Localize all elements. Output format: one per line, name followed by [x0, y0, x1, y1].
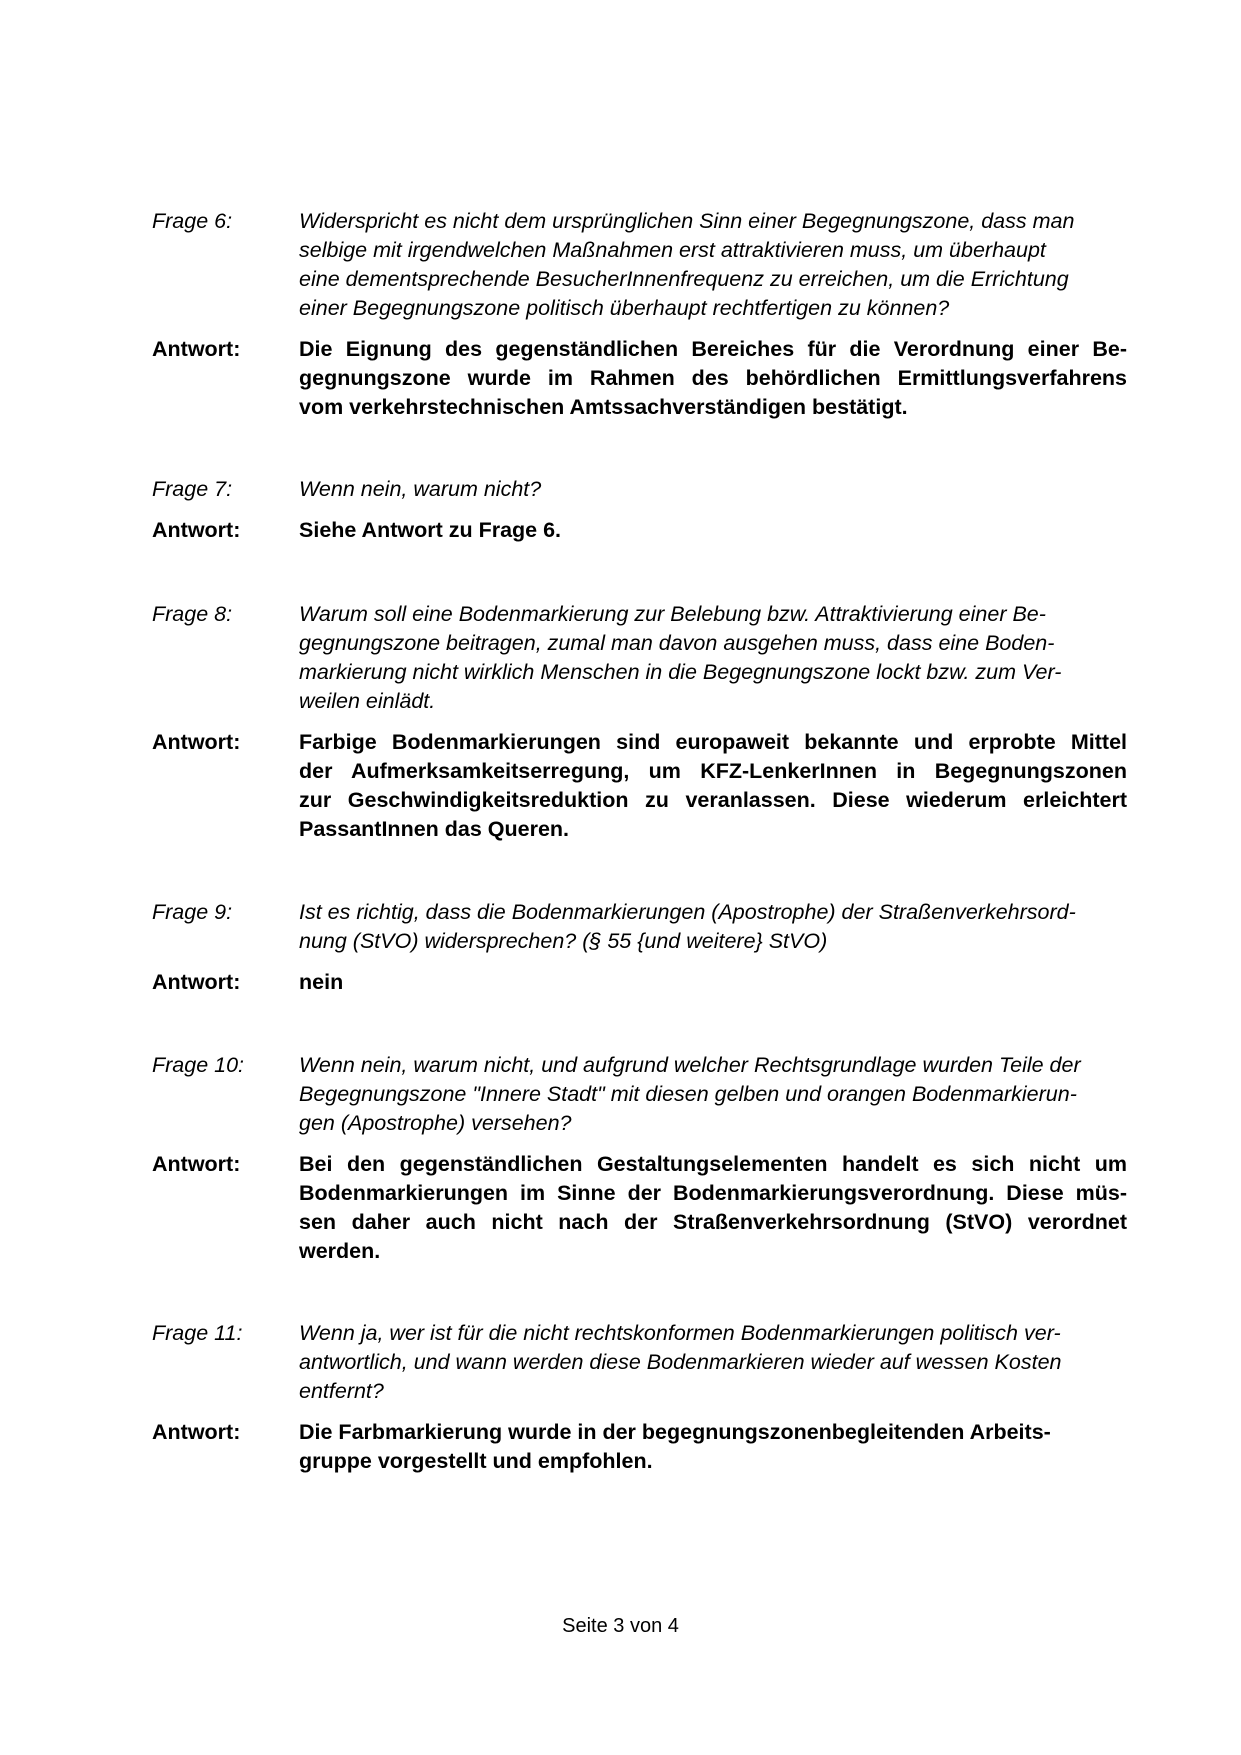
question-line: selbige mit irgendwelchen Maßnahmen erst attraktivieren muss, um überhaupt	[299, 238, 1046, 262]
question-text	[299, 898, 1127, 956]
answer-line: Farbige Bodenmarkierungen sind europaweit bekannte und erprobte Mittel	[299, 730, 1127, 754]
question-line: Wenn nein, warum nicht, und aufgrund welcher Rechtsgrundlage wurden Teile der	[299, 1053, 1081, 1077]
question-line: Wenn nein, warum nicht?	[299, 477, 542, 501]
question-text	[299, 207, 1127, 323]
answer-line: Bei den gegenständlichen Gestaltungselementen handelt es sich nicht um	[299, 1152, 1127, 1176]
question-text	[299, 475, 1127, 504]
answer-line: gegnungszone wurde im Rahmen des behördlichen Ermittlungsverfahrens	[299, 366, 1127, 390]
question-label: Frage 10:	[152, 1053, 245, 1077]
question-row	[152, 1319, 1132, 1406]
answer-row	[152, 516, 1132, 545]
answer-label: Antwort:	[152, 518, 241, 542]
answer-line: PassantInnen das Queren.	[299, 817, 570, 841]
answer-label: Antwort:	[152, 970, 241, 994]
answer-line: Die Farbmarkierung wurde in der begegnungszonenbegleitenden Arbeits-	[299, 1420, 1051, 1444]
answer-line: der Aufmerksamkeitserregung, um KFZ-LenkerInnen in Begegnungszonen	[299, 759, 1127, 783]
question-label: Frage 8:	[152, 602, 233, 626]
question-line: antwortlich, und wann werden diese Bodenmarkieren wieder auf wessen Kosten	[299, 1350, 1062, 1374]
answer-line: Siehe Antwort zu Frage 6.	[299, 518, 562, 542]
answer-text	[299, 968, 1127, 997]
answer-text	[299, 1418, 1127, 1476]
answer-line: Die Eignung des gegenständlichen Bereiches für die Verordnung einer Be-	[299, 337, 1127, 361]
answer-text	[299, 335, 1127, 422]
answer-text	[299, 728, 1127, 844]
question-line: weilen einlädt.	[299, 689, 436, 713]
question-line: Wenn ja, wer ist für die nicht rechtskonformen Bodenmarkierungen politisch ver-	[299, 1321, 1061, 1345]
question-row	[152, 898, 1132, 956]
question-row	[152, 1051, 1132, 1138]
qa-block-frage-7	[152, 475, 1132, 545]
question-label: Frage 6:	[152, 209, 233, 233]
answer-line: sen daher auch nicht nach der Straßenverkehrsordnung (StVO) verordnet	[299, 1210, 1127, 1234]
answer-label: Antwort:	[152, 1152, 241, 1176]
question-line: Warum soll eine Bodenmarkierung zur Belebung bzw. Attraktivierung einer Be-	[299, 602, 1046, 626]
question-line: nung (StVO) widersprechen? (§ 55 {und weitere} StVO)	[299, 929, 828, 953]
page-number: Seite 3 von 4	[562, 1615, 679, 1637]
question-line: Ist es richtig, dass die Bodenmarkierungen (Apostrophe) der Straßenverkehrsord-	[299, 900, 1076, 924]
question-line: Widerspricht es nicht dem ursprünglichen Sinn einer Begegnungszone, dass man	[299, 209, 1075, 233]
answer-row	[152, 1418, 1132, 1476]
qa-block-frage-6	[152, 207, 1132, 422]
qa-block-frage-10	[152, 1051, 1132, 1266]
answer-line: zur Geschwindigkeitsreduktion zu veranlassen. Diese wiederum erleichtert	[299, 788, 1127, 812]
qa-block-frage-8	[152, 600, 1132, 844]
question-line: eine dementsprechende BesucherInnenfrequenz zu erreichen, um die Errichtung	[299, 267, 1069, 291]
question-text	[299, 1319, 1127, 1406]
qa-block-frage-9	[152, 898, 1132, 997]
question-line: einer Begegnungszone politisch überhaupt rechtfertigen zu können?	[299, 296, 950, 320]
answer-line: gruppe vorgestellt und empfohlen.	[299, 1449, 653, 1473]
answer-line: vom verkehrstechnischen Amtssachverständigen bestätigt.	[299, 395, 908, 419]
answer-label: Antwort:	[152, 337, 241, 361]
question-label: Frage 7:	[152, 477, 233, 501]
question-text	[299, 600, 1127, 716]
answer-row	[152, 968, 1132, 997]
answer-line: werden.	[299, 1239, 381, 1263]
qa-block-frage-11	[152, 1319, 1132, 1476]
question-line: entfernt?	[299, 1379, 384, 1403]
answer-text	[299, 1150, 1127, 1266]
question-label: Frage 9:	[152, 900, 233, 924]
answer-row	[152, 335, 1132, 422]
answer-text	[299, 516, 1127, 545]
answer-label: Antwort:	[152, 730, 241, 754]
answer-row	[152, 728, 1132, 844]
answer-row	[152, 1150, 1132, 1266]
question-line: Begegnungszone "Innere Stadt" mit diesen gelben und orangen Bodenmarkierun-	[299, 1082, 1077, 1106]
answer-line: nein	[299, 970, 344, 994]
question-label: Frage 11:	[152, 1321, 243, 1345]
question-row	[152, 475, 1132, 504]
question-line: markierung nicht wirklich Menschen in die Begegnungszone lockt bzw. zum Ver-	[299, 660, 1062, 684]
answer-label: Antwort:	[152, 1420, 241, 1444]
answer-line: Bodenmarkierungen im Sinne der Bodenmarkierungsverordnung. Diese müs-	[299, 1181, 1127, 1205]
question-line: gen (Apostrophe) versehen?	[299, 1111, 572, 1135]
question-line: gegnungszone beitragen, zumal man davon ausgehen muss, dass eine Boden-	[299, 631, 1055, 655]
question-row	[152, 207, 1132, 323]
question-text	[299, 1051, 1127, 1138]
question-row	[152, 600, 1132, 716]
